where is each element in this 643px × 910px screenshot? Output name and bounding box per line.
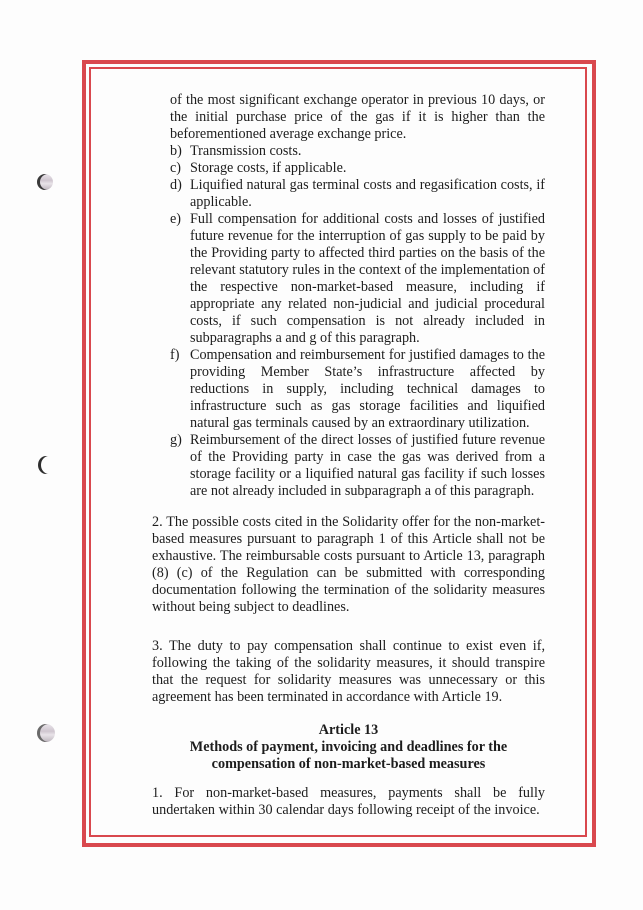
document-body [152,92,545,819]
article-paragraph-1: 1. For non-market-based measures, payments shall be fully undertaken within 30 calendar days following receipt of the invoice. [152,785,545,818]
list-item [152,347,545,432]
article-heading [152,722,545,773]
list-item [152,177,545,211]
continuation-text: of the most significant exchange operator in previous 10 days, or the initial purchase price of the gas if it is higher than the beforementioned average exchange price. [170,92,545,142]
punch-hole-top [37,174,53,190]
list-item-label: g) [170,432,182,448]
list-item [152,143,545,160]
list-item-text: Storage costs, if applicable. [190,160,347,176]
list-item-label: d) [170,177,182,193]
list-item-text: Compensation and reimbursement for justified damages to the providing Member State’s infrastructure affected by reductions in supply, including technical damages to infrastructure such as gas storage facilities and liquified natural gas terminals caused by an extraordinary utilization. [190,347,545,431]
punch-hole-bottom [37,724,55,742]
list-item-label: f) [170,347,180,363]
list-item-label: b) [170,143,182,159]
punch-hole-middle [38,456,54,474]
paragraph-3: 3. The duty to pay compensation shall continue to exist even if, following the taking of the solidarity measures, it should transpire that the request for solidarity measures was unnecessary or this agreement has been terminated in accordance with Article 19. [152,638,545,705]
cost-list [152,143,545,500]
list-item [152,432,545,500]
list-item-text: Transmission costs. [190,143,302,159]
list-item [152,211,545,347]
list-item-text: Liquified natural gas terminal costs and regasification costs, if applicable. [190,177,545,210]
list-item-text: Full compensation for additional costs and losses of justified future revenue for the interruption of gas supply to be paid by the Providing party to affected third parties on the basis of the relevant statutory rules in the context of the implementation of the respective non-market-based measure, including if appropriate any related non-judicial and judicial procedural costs, if such compensation is not already included in subparagraphs a and g of this paragraph. [190,211,545,346]
list-item-text: Reimbursement of the direct losses of justified future revenue of the Providing party in case the gas was derived from a storage facility or a liquified natural gas facility if such losses are not already included in subparagraph a of this paragraph. [190,432,545,499]
list-item-label: c) [170,160,182,176]
list-item-label: e) [170,211,182,227]
paragraph-2: 2. The possible costs cited in the Solidarity offer for the non-market-based measures pursuant to paragraph 1 of this Article shall not be exhaustive. The reimbursable costs pursuant to Article 13, paragraph (8) (c) of the Regulation can be submitted with corresponding documentation following the termination of the solidarity measures without being subject to deadlines. [152,514,545,615]
list-item [152,160,545,177]
article-number: Article 13 [318,722,379,738]
article-title: Methods of payment, invoicing and deadlines for the compensation of non-market-based measures [189,739,508,772]
